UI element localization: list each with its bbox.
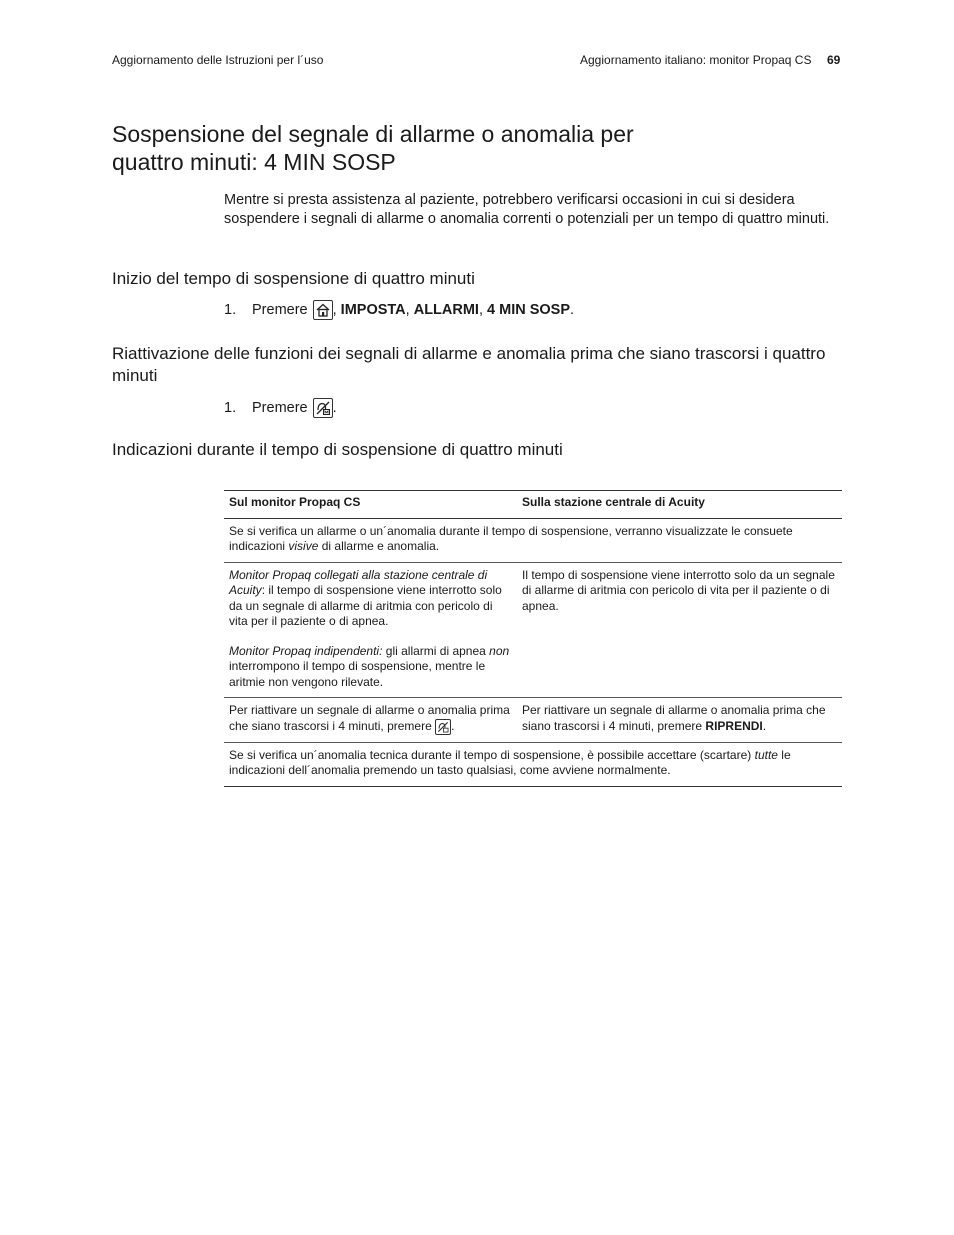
key-allarmi: ALLARMI (413, 302, 479, 318)
cell-paragraph (229, 644, 512, 691)
table-cell (224, 742, 842, 786)
table-cell (224, 698, 517, 743)
table-cell (224, 562, 517, 698)
cell-text: Se si verifica un´anomalia tecnica durante il tempo di sospensione, è possibile accettare (scartare) (229, 747, 755, 762)
page-number: 69 (827, 53, 841, 67)
home-icon (313, 300, 333, 320)
running-header-left: Aggiornamento delle Istruzioni per l´uso (112, 53, 324, 67)
cell-text: gli allarmi di apnea (382, 643, 490, 658)
intro-paragraph: Mentre si presta assistenza al paziente, potrebbero verificarsi occasioni in cui si desidera sospendere i segnali di allarme o anomalia correnti o potenziali per un tempo di quattro minuti. (224, 192, 830, 227)
separator: , (478, 302, 483, 318)
separator: , (405, 302, 410, 318)
step-verb: Premere (252, 302, 308, 318)
key-4-min-sosp: 4 MIN SOSP (487, 302, 571, 318)
table-row (224, 562, 842, 698)
step-number: 1. (224, 400, 237, 416)
cell-emphasis: Monitor Propaq collegati alla stazione centrale di Acuity (229, 567, 488, 597)
running-header-right: Aggiornamento italiano: monitor Propaq CS (580, 53, 812, 67)
cell-text: Per riattivare un segnale di allarme o anomalia prima che siano trascorsi i 4 minuti, premere (229, 703, 510, 733)
step-start (224, 300, 574, 320)
page-title (112, 120, 732, 176)
cell-text: : il tempo di sospensione viene interrotto solo da un segnale di allarme di aritmia con pericolo di vita per il paziente o di apnea. (229, 583, 502, 628)
table-row (224, 742, 842, 786)
cell-paragraph (229, 568, 512, 630)
table-cell (224, 518, 842, 562)
step-end: . (332, 400, 337, 416)
step-end: . (570, 302, 575, 318)
separator: , (332, 302, 337, 318)
column-header-acuity: Sulla stazione centrale di Acuity (517, 491, 842, 519)
cell-text: interrompono il tempo di sospensione, mentre le aritmie non vengono rilevate. (229, 659, 486, 689)
alarm-silence-icon (435, 719, 451, 735)
table-row (224, 518, 842, 562)
step-number: 1. (224, 302, 237, 318)
cell-emphasis: visive (288, 539, 319, 553)
cell-text: Per riattivare un segnale di allarme o anomalia prima che siano trascorsi i 4 minuti, premere (522, 703, 826, 733)
cell-text: di allarme e anomalia. (318, 539, 440, 553)
section-heading-start: Inizio del tempo di sospensione di quattro minuti (112, 269, 475, 288)
step-verb: Premere (252, 400, 308, 416)
table-cell: Il tempo di sospensione viene interrotto solo da un segnale di allarme di aritmia con pericolo di vita per il paziente o di apnea. (517, 562, 842, 698)
table-header-row (224, 491, 842, 519)
cell-text: . (451, 718, 455, 733)
section-heading-reactivate: Riattivazione delle funzioni dei segnali di allarme e anomalia prima che siano trascorsi i quattro minuti (112, 344, 826, 385)
cell-emphasis: Monitor Propaq indipendenti: (229, 643, 383, 658)
cell-text: le indicazioni dell´anomalia premendo un tasto qualsiasi, come avviene normalmente. (229, 747, 791, 777)
key-riprendi: RIPRENDI (705, 718, 763, 733)
cell-emphasis: non (489, 643, 510, 658)
key-imposta: IMPOSTA (340, 302, 406, 318)
alarm-silence-icon (313, 398, 333, 418)
table-cell (517, 698, 842, 743)
title-line-1: Sospensione del segnale di allarme o anomalia per (112, 121, 634, 147)
column-header-propaq: Sul monitor Propaq CS (224, 491, 517, 519)
table-row (224, 698, 842, 743)
cell-text: Se si verifica un allarme o un´anomalia durante il tempo di sospensione, verranno visualizzate le consuete indicazioni (229, 523, 793, 553)
step-reactivate (224, 398, 337, 418)
title-line-2: quattro minuti: 4 MIN SOSP (112, 149, 396, 175)
indications-table (224, 490, 842, 787)
cell-text: . (762, 718, 767, 733)
section-heading-indications: Indicazioni durante il tempo di sospensione di quattro minuti (112, 440, 563, 459)
cell-emphasis: tutte (754, 747, 778, 762)
